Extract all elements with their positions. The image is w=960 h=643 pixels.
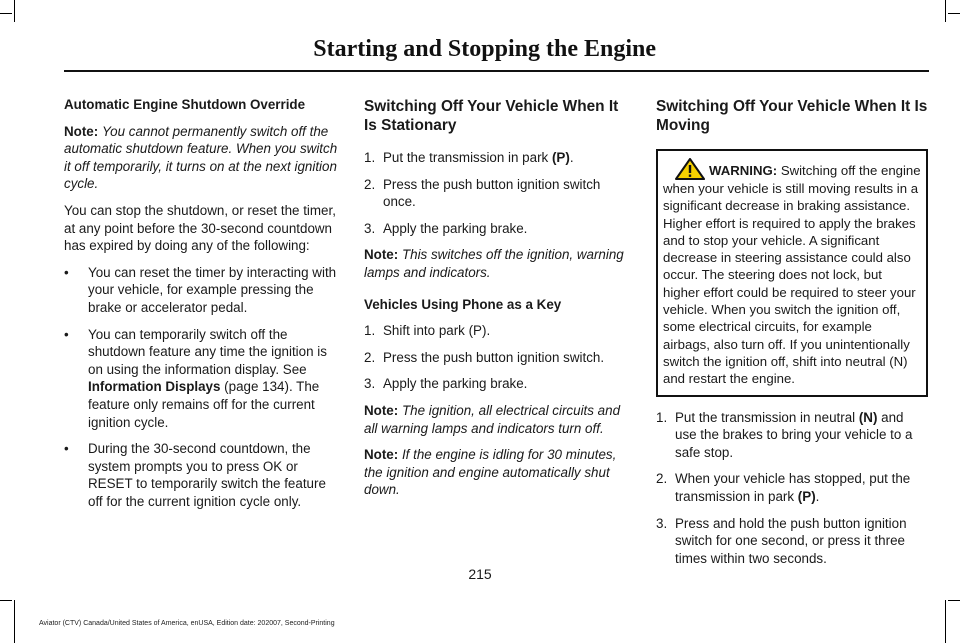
crop-mark	[14, 600, 15, 643]
note-text: You cannot permanently switch off the automatic shutdown feature. When you switch it off temporarily, it turns on at the next ignition cycle.	[64, 123, 338, 192]
section-heading: Automatic Engine Shutdown Override	[64, 97, 306, 112]
bullet-icon: •	[64, 264, 69, 280]
section-heading: Switching Off Your Vehicle When It Is Moving	[656, 98, 928, 134]
crop-mark	[14, 0, 15, 22]
list-item-text: You can temporarily switch off the shutdown feature any time the ignition is on using the information display. See	[88, 326, 327, 377]
list-item	[364, 349, 634, 367]
note-label: Note:	[364, 402, 399, 418]
page-title: Starting and Stopping the Engine	[313, 36, 656, 62]
footer-text: Aviator (CTV) Canada/United States of America, enUSA, Edition date: 202007, Second-Printing	[39, 620, 335, 627]
subheading: Vehicles Using Phone as a Key	[364, 296, 562, 312]
paragraph: You can stop the shutdown, or reset the timer, at any point before the 30-second countdown has expired by doing any of the following:	[64, 202, 336, 254]
numbered-list	[364, 322, 634, 393]
crop-mark	[0, 600, 12, 601]
note	[364, 402, 634, 437]
cross-reference-link[interactable]: Information Displays	[88, 379, 221, 395]
note-label: Note:	[64, 123, 99, 139]
warning-label: WARNING:	[709, 163, 778, 178]
list-item	[656, 409, 928, 462]
step-number: 1.	[364, 150, 376, 165]
note-text: This switches off the ignition, warning lamps and indicators.	[364, 247, 624, 280]
step-text: Shift into park (P).	[383, 323, 491, 339]
step-number: 1.	[656, 409, 668, 425]
list-item	[364, 149, 634, 167]
note-text: If the engine is idling for 30 minutes, the ignition and engine automatically shut down.	[364, 447, 617, 498]
bullet-list	[64, 264, 340, 511]
column-right	[656, 96, 928, 576]
step-number: 2.	[364, 176, 376, 192]
bullet-icon: •	[64, 326, 69, 342]
list-item-text: During the 30-second countdown, the system prompts you to press OK or RESET to temporarily switch the feature off for the current ignition cycle only.	[88, 441, 326, 509]
list-item	[64, 440, 340, 510]
step-text: Press the push button ignition switch once.	[383, 176, 601, 210]
crop-mark	[948, 13, 960, 14]
step-bold: (P)	[797, 488, 816, 504]
list-item-text: You can reset the timer by interacting with your vehicle, for example pressing the brake or accelerator pedal.	[88, 264, 337, 315]
list-item	[364, 322, 634, 340]
column-middle	[364, 96, 634, 508]
list-item	[64, 326, 340, 432]
list-item	[656, 515, 928, 568]
crop-mark	[945, 600, 946, 643]
crop-mark	[948, 600, 960, 601]
step-text: .	[569, 150, 574, 165]
page-number: 215	[468, 566, 492, 582]
list-item	[364, 176, 634, 211]
warning-text: Switching off the engine when your vehicle is still moving results in a significant decrease in braking assistance. Higher effort is required to apply the brakes and to stop your vehicle. A significant decrease in steering assistance could also occur. The steering does not lock, but higher effort could be required to steer your vehicle. When you switch the ignition off, some electrical circuits, for example airbags, also turn off. If you unintentionally switch the ignition off, shift into neutral (N) and restart the engine.	[663, 163, 921, 387]
step-text: When your vehicle has stopped, put the transmission in park	[675, 471, 911, 504]
step-text: Apply the parking brake.	[383, 376, 528, 392]
bullet-icon: •	[64, 441, 69, 457]
note	[64, 123, 340, 193]
step-number: 2.	[364, 349, 376, 365]
section-heading: Switching Off Your Vehicle When It Is Stationary	[364, 98, 619, 134]
step-text: and use the brakes to bring your vehicle to a safe stop.	[675, 409, 913, 460]
header-rule	[64, 70, 929, 72]
warning-triangle-icon	[675, 158, 705, 180]
note-label: Note:	[364, 247, 399, 263]
note	[364, 246, 634, 281]
step-number: 2.	[656, 471, 668, 487]
warning-box	[656, 149, 928, 397]
crop-mark	[945, 0, 946, 22]
step-text: Put the transmission in neutral	[675, 409, 859, 425]
step-bold: (P)	[551, 150, 570, 165]
crop-mark	[0, 13, 12, 14]
step-number: 3.	[364, 376, 376, 392]
step-number: 1.	[364, 323, 376, 339]
note-label: Note:	[364, 447, 399, 463]
step-text: Put the transmission in park	[383, 150, 552, 165]
note-text: The ignition, all electrical circuits and all warning lamps and indicators turn off.	[364, 402, 621, 436]
list-item	[364, 220, 634, 238]
step-text: .	[815, 488, 820, 504]
numbered-list	[364, 149, 634, 237]
list-item	[656, 470, 928, 505]
list-item	[364, 375, 634, 393]
column-left	[64, 96, 340, 519]
note	[364, 446, 634, 499]
step-number: 3.	[364, 220, 376, 236]
step-text: Apply the parking brake.	[383, 220, 528, 236]
list-item	[64, 264, 340, 317]
step-text: Press and hold the push button ignition switch for one second, or press it three times within two seconds.	[675, 515, 907, 566]
numbered-list	[656, 409, 928, 568]
step-number: 3.	[656, 515, 668, 531]
list-item-text: (page 134). The feature only remains off for the current ignition cycle.	[88, 379, 320, 430]
step-bold: (N)	[858, 409, 878, 425]
step-text: Press the push button ignition switch.	[383, 349, 605, 365]
